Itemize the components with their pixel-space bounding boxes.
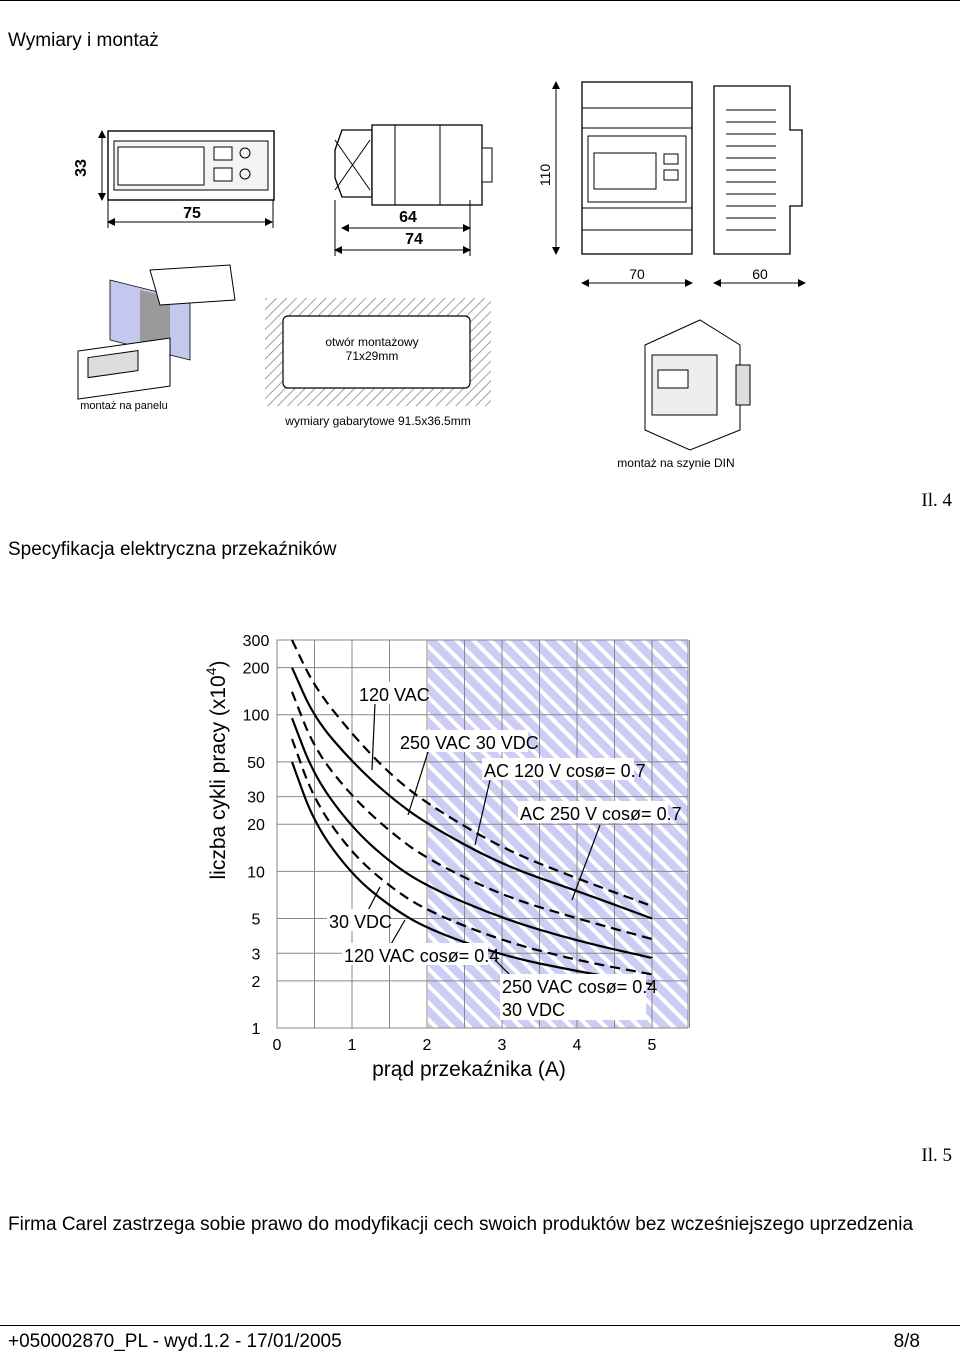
dim-width-label: 75	[183, 205, 201, 222]
dim-din-depth-label: 60	[752, 266, 768, 282]
disclaimer-note: Firma Carel zastrzega sobie prawo do modyfikacji cech swoich produktów bez wcześniejszego uprzedzenia	[8, 1214, 914, 1235]
annotation-250vac-cos04: 250 VAC cosø= 0.4	[502, 977, 658, 997]
document-code: +050002870_PL - wyd.1.2 - 17/01/2005	[8, 1331, 342, 1352]
y-tick-label: 3	[251, 946, 261, 964]
panel-mount-label: montaż na panelu	[80, 400, 168, 412]
dim-height-label: 33	[73, 159, 90, 177]
y-tick-label: 30	[247, 789, 265, 807]
y-axis-label-exponent: 4	[203, 667, 219, 676]
section-title-relay-spec: Specyfikacja elektryczna przekaźników	[8, 539, 337, 560]
annotation-250vac-30vdc: 250 VAC 30 VDC	[400, 733, 539, 753]
y-tick-label: 5	[251, 911, 261, 929]
y-tick-label: 1	[251, 1021, 261, 1038]
annotation-120vac: 120 VAC	[359, 685, 430, 705]
page-number: 8/8	[893, 1331, 920, 1352]
x-tick-label: 5	[647, 1037, 657, 1054]
annotation-30vdc: 30 VDC	[329, 912, 393, 932]
y-tick-label: 300	[242, 633, 270, 650]
bottom-rule	[0, 1325, 960, 1326]
y-tick-label: 100	[242, 707, 270, 725]
annotation-30vdc-2: 30 VDC	[502, 1000, 566, 1020]
dim-depth-long-label: 74	[405, 231, 423, 248]
annotation-ac120-cos07: AC 120 V cosø= 0.7	[484, 761, 646, 781]
cutout-size: 71x29mm	[345, 349, 399, 363]
dim-depth-short-label: 64	[399, 209, 417, 226]
y-tick-label: 50	[247, 754, 265, 772]
y-axis-label	[203, 660, 230, 879]
section-title-dimensions: Wymiary i montaż	[8, 30, 159, 51]
y-axis-label-close: )	[207, 660, 230, 668]
cutout-title: otwór montażowy	[325, 335, 419, 349]
x-tick-label: 0	[272, 1037, 282, 1054]
y-tick-label: 2	[251, 973, 261, 991]
overall-dimensions-label: wymiary gabarytowe 91.5x36.5mm	[285, 414, 471, 428]
din-mount-label: montaż na szynie DIN	[617, 456, 735, 470]
y-axis-label-group	[203, 660, 230, 879]
annotation-ac250-cos07: AC 250 V cosø= 0.7	[520, 804, 682, 824]
x-tick-label: 3	[497, 1037, 507, 1054]
annotation-120vac-cos04: 120 VAC cosø= 0.4	[344, 946, 500, 966]
hatched-region	[428, 640, 688, 1028]
x-tick-label: 1	[347, 1037, 357, 1054]
x-tick-label: 2	[422, 1037, 432, 1054]
y-tick-labels	[243, 633, 270, 1038]
figure-number-4: Il. 4	[921, 490, 952, 511]
dim-din-height-label: 110	[537, 163, 553, 187]
y-tick-label: 200	[242, 660, 270, 678]
x-tick-labels	[273, 1037, 657, 1054]
y-tick-label: 10	[247, 864, 265, 882]
figure-number-5: Il. 5	[921, 1145, 952, 1166]
y-tick-label: 20	[247, 817, 265, 835]
x-axis-label: prąd przekaźnika (A)	[372, 1058, 566, 1081]
dim-din-width-label: 70	[629, 266, 645, 282]
y-axis-label-main: liczba cykli pracy (x10	[207, 675, 230, 880]
x-tick-label: 4	[572, 1037, 582, 1054]
